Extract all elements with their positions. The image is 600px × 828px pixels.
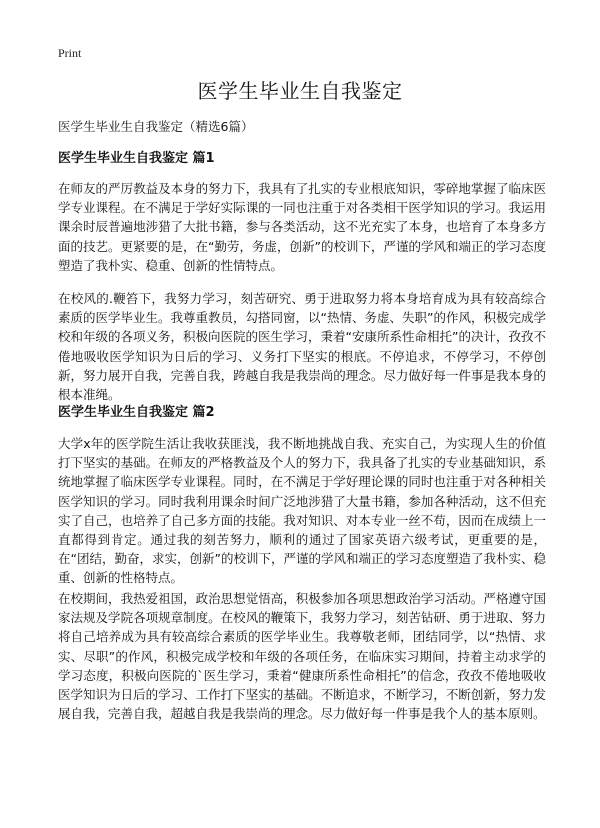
paragraph: 大学x年的医学院生活让我收获匪浅，我不断地挑战自我、充实自己，为实现人生的价值打下坚实的基础。在师友的严格教益及个人的努力下，我具备了扎实的专业基础知识，系统地掌握了临床医学专业课程。同时，在不满足于学好理论课的同时也注重于对各种相关医学知识的学习。同时我利用课余时间广泛地涉猎了大量书籍，参加各种活动，这不但充实了自己，也培养了自己多方面的技能。我对知识、对本专业一丝不苟，因而在成绩上一直都得到肯定。通过我的刻苦努力，顺利的通过了国家英语六级考试，更重要的是，在“团结，勤奋，求实，创新”的校训下，严谨的学风和端正的学习态度塑造了我朴实、稳重、创新的性格特点。 [58, 436, 546, 586]
paragraph: 在校风的.鞭笞下，我努力学习，刻苦研究、勇于进取努力将本身培育成为具有较高综合素质的医学毕业生。我尊重教员，勾搭同窗，以“热情、务虚、失职”的作风，积极完成学校和年级的各项义务，积极向医院的医生学习，秉着“安康所系性命相托”的决计，孜孜不倦地吸收医学知识为日后的学习、义务打下坚实的根底。不停追求，不停学习，不停创新，努力展开自我，完善自我，跨越自我是我崇尚的理念。尽力做好每一件事是我本身的根本准绳。 [58, 291, 546, 403]
section-heading-1: 医学生毕业生自我鉴定 篇1 [58, 151, 215, 166]
page-title: 医学生毕业生自我鉴定 [197, 79, 403, 103]
section-heading-2: 医学生毕业生自我鉴定 篇2 [58, 405, 215, 420]
paragraph: 在师友的严厉教益及本身的努力下，我具有了扎实的专业根底知识，零碎地掌握了临床医学专业课程。在不满足于学好实际课的一同也注重于对各类相干医学知识的学习。我运用课余时辰普遍地涉猎了大批书籍，参与各类活动，这不光充实了本身，也培育了本身多方面的技艺。更紧要的是，在“勤劳，务虚，创新”的校训下，严谨的学风和端正的学习态度塑造了我朴实、稳重、创新的性情特点。 [58, 181, 546, 273]
print-link[interactable]: Print [58, 46, 82, 60]
document-subtitle: 医学生毕业生自我鉴定（精选6篇） [58, 119, 254, 134]
paragraph: 在校期间，我热爱祖国，政治思想觉悟高，积极参加各项思想政治学习活动。严格遵守国家法规及学院各项规章制度。在校风的鞭策下，我努力学习，刻苦钻研、勇于进取、努力将自己培养成为具有较高综合素质的医学毕业生。我尊敬老师，团结同学，以“热情、求实、尽职”的作风，积极完成学校和年级的各项任务，在临床实习期间，持着主动求学的学习态度，积极向医院的`医生学习，秉着“健康所系性命相托”的信念，孜孜不倦地吸收医学知识为日后的学习、工作打下坚实的基础。不断追求，不断学习，不断创新，努力发展自我，完善自我，超越自我是我崇尚的理念。尽力做好每一件事是我个人的基本原则。 [58, 591, 546, 722]
